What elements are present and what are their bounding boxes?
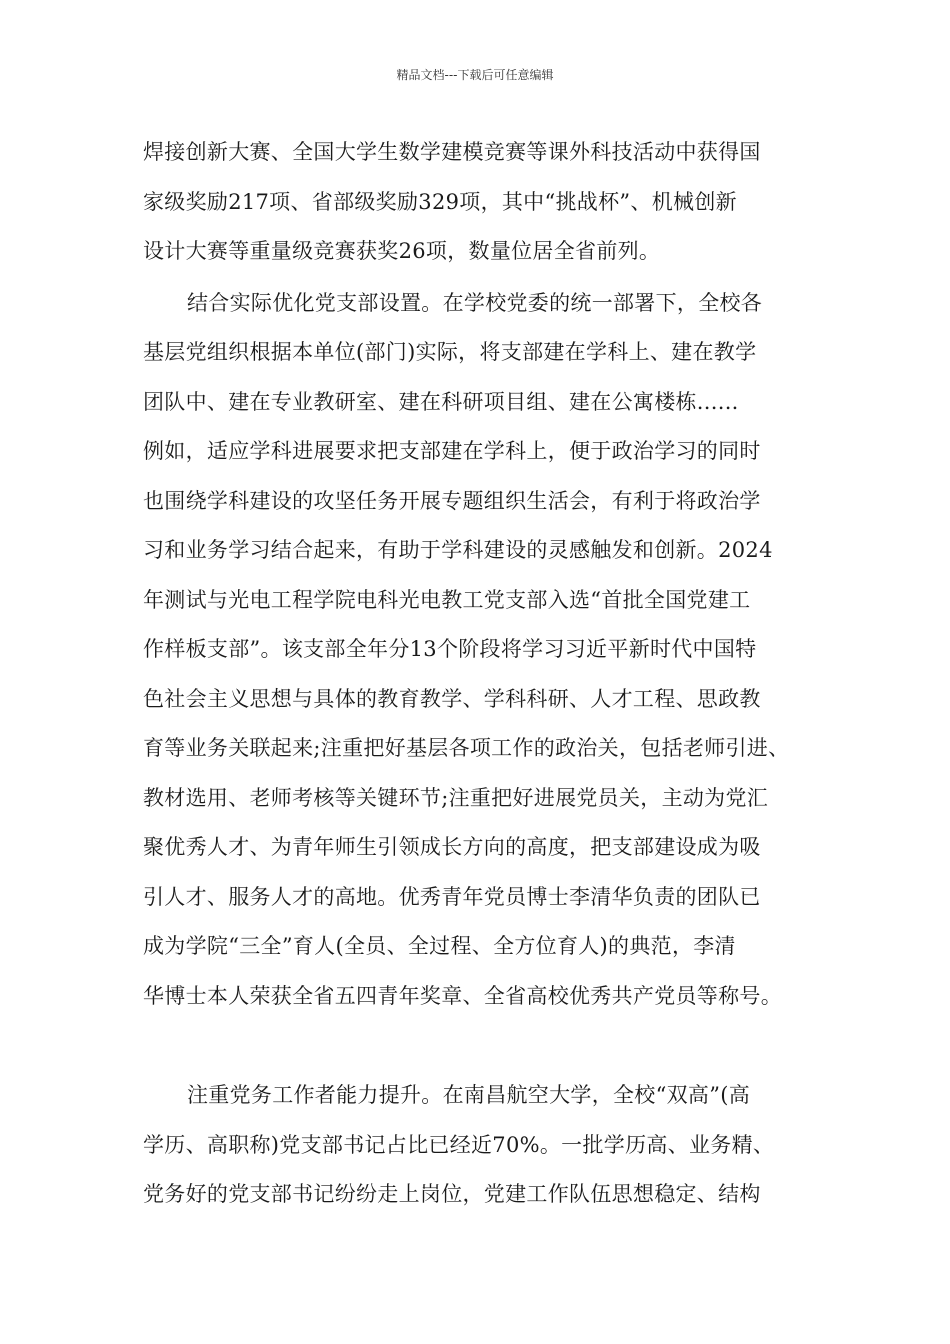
text-line: 成为学院“三全”育人(全员、全过程、全方位育人)的典范，李清 [143, 934, 736, 958]
text-line: 学历、高职称)党支部书记占比已经近70%。一批学历高、业务精、 [143, 1132, 775, 1157]
document-body [143, 128, 823, 1220]
text-line: 华博士本人荣获全省五四青年奖章、全省高校优秀共产党员等称号。 [143, 983, 782, 1008]
text-line: 基层党组织根据本单位(部门)实际，将支部建在学科上、建在教学 [143, 340, 757, 364]
text-line: 作样板支部”。该支部全年分13个阶段将学习习近平新时代中国特 [143, 637, 757, 661]
text-line: 结合实际优化党支部设置。在学校党委的统一部署下，全校各 [187, 290, 763, 315]
text-line: 也围绕学科建设的攻坚任务开展专题组织生活会，有利于将政治学 [143, 488, 761, 513]
text-line: 家级奖励217项、省部级奖励329项，其中“挑战杯”、机械创新 [143, 189, 737, 214]
text-line: 设计大赛等重量级竞赛获奖26项，数量位居全省前列。 [143, 239, 661, 263]
text-line: 引人才、服务人才的高地。优秀青年党员博士李清华负责的团队已 [143, 884, 761, 909]
paragraph-capability [143, 1071, 823, 1220]
text-line: 习和业务学习结合起来，有助于学科建设的灵感触发和创新。2024 [143, 538, 773, 562]
text-line: 年测试与光电工程学院电科光电教工党支部入选“首批全国党建工 [143, 587, 751, 612]
text-line: 党务好的党支部书记纷纷走上岗位，党建工作队伍思想稳定、结构 [143, 1182, 761, 1206]
paragraph-awards [143, 128, 823, 277]
text-line: 教材选用、老师考核等关键环节;注重把好进展党员关，主动为党汇 [143, 785, 769, 810]
page-header: 精品文档---下载后可任意编辑 [396, 68, 554, 82]
text-line: 例如，适应学科进展要求把支部建在学科上，便于政治学习的同时 [143, 439, 761, 463]
paragraph-branch-setup [143, 279, 823, 1022]
text-line: 聚优秀人才、为青年师生引领成长方向的高度，把支部建设成为吸 [143, 835, 761, 859]
text-line: 色社会主义思想与具体的教育教学、学科科研、人才工程、思政教 [143, 686, 761, 711]
text-line: 团队中、建在专业教研室、建在科研项目组、建在公寓楼栋...... [143, 389, 739, 414]
text-line: 注重党务工作者能力提升。在南昌航空大学，全校“双高”(高 [187, 1083, 751, 1107]
text-line: 焊接创新大赛、全国大学生数学建模竞赛等课外科技活动中获得国 [143, 140, 761, 164]
text-line: 育等业务关联起来;注重把好基层各项工作的政治关，包括老师引进、 [143, 736, 790, 760]
